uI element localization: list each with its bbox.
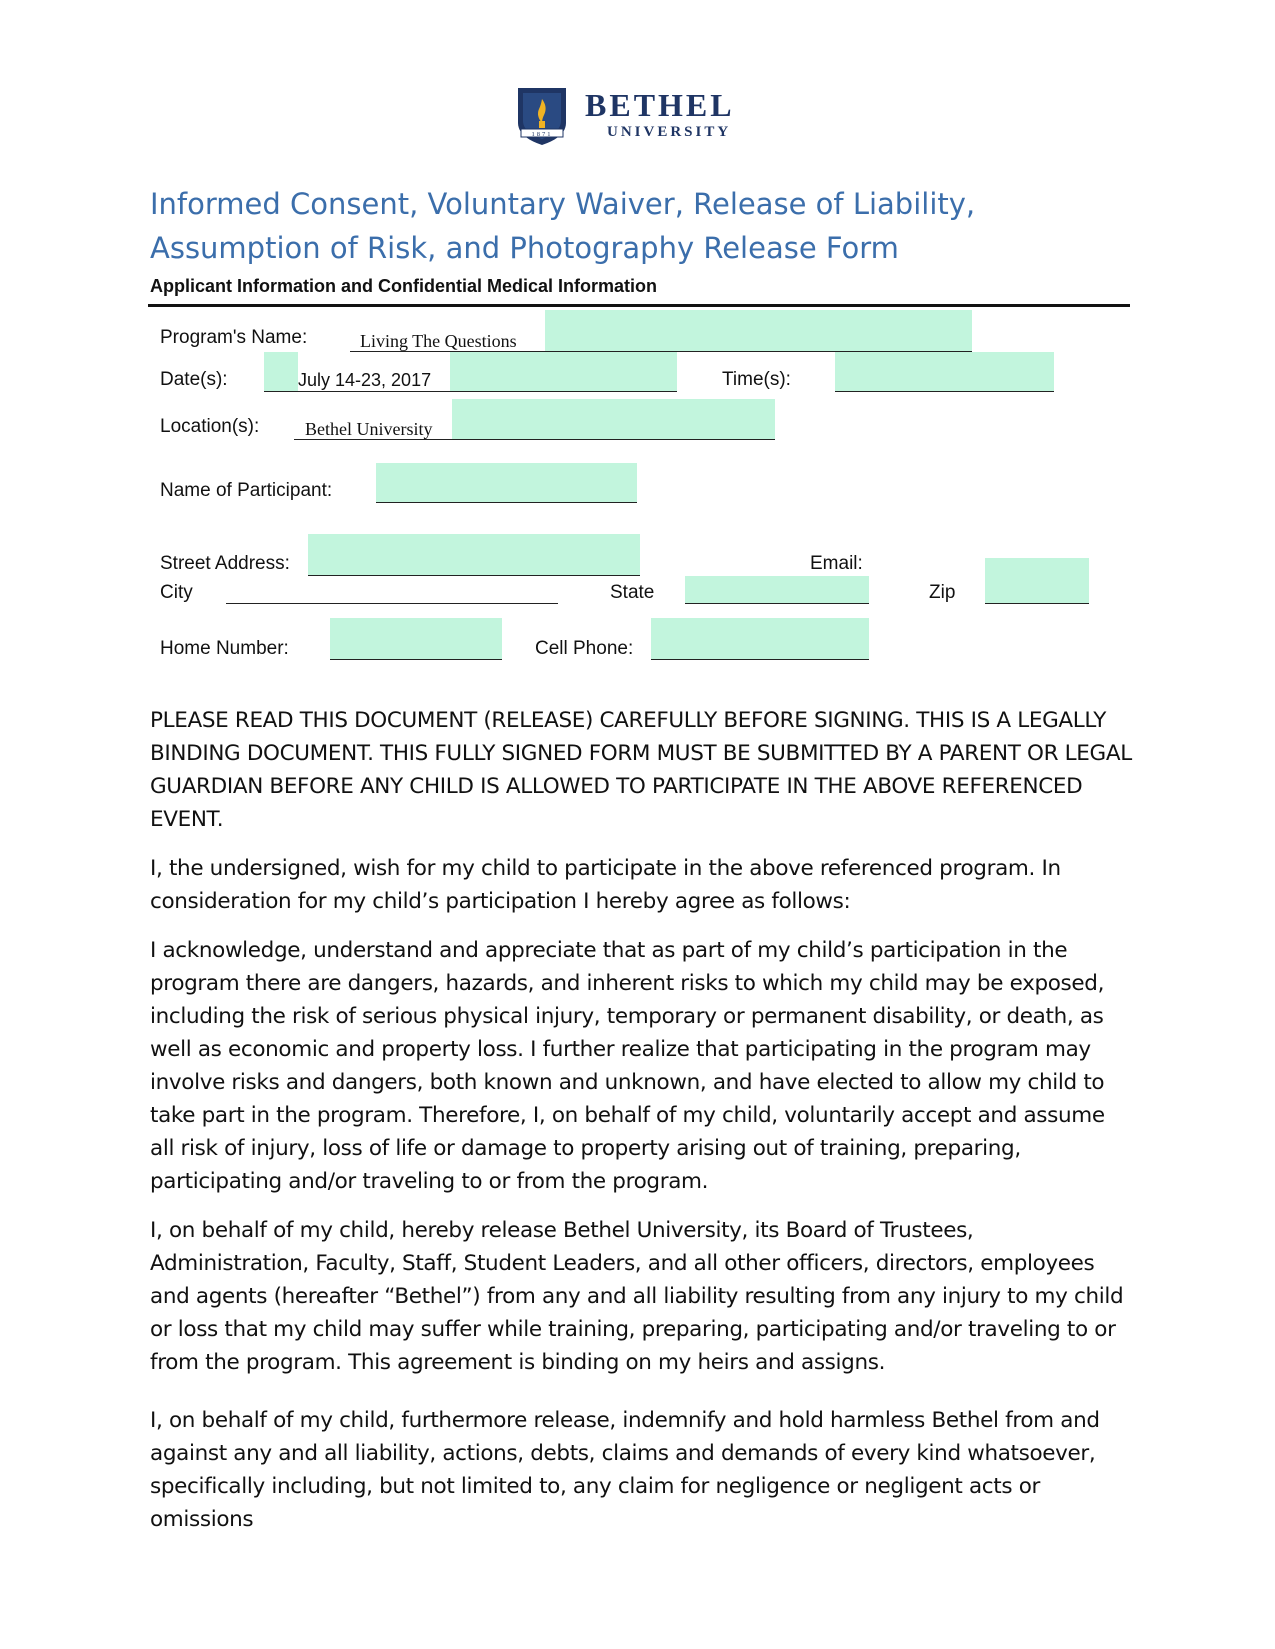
time-label: Time(s): [722, 369, 791, 390]
state-field[interactable] [685, 576, 869, 604]
city-label: City [160, 582, 193, 603]
logo-name: BETHEL [585, 87, 735, 123]
street-field[interactable] [308, 534, 640, 576]
paragraph-indemnify: I, on behalf of my child, furthermore release, indemnify and hold harmless Bethel from and against any and all liability, actions, debts, claims and demands of every kind whatsoever, specifically including, but not limited to, any claim for negligence or negligent acts or omissions [150, 1408, 1100, 1532]
state-underline [685, 603, 869, 604]
program-name-value: Living The Questions [360, 331, 517, 351]
paragraph-risks: I acknowledge, understand and appreciate that as part of my child’s participation in the program there are dangers, hazards, and inherent risks to which my child may be exposed, including the risk of serious physical injury, temporary or permanent disability, or death, as well as economic and property loss. I further realize that participating in the program may involve risks and dangers, both known and unknown, and have elected to allow my child to take part in the program. Therefore, I, on behalf of my child, voluntarily accept and assume all risk of injury, loss of life or damage to property arising out of training, preparing, participating and/or traveling to or from the program. [150, 938, 1105, 1194]
cell-phone-field[interactable] [651, 618, 869, 660]
program-name-field[interactable] [545, 310, 972, 352]
participant-underline [376, 502, 637, 503]
street-underline [308, 575, 640, 576]
bethel-logo [515, 85, 760, 147]
street-label: Street Address: [160, 553, 290, 574]
page-title: Informed Consent, Voluntary Waiver, Release of Liability, Assumption of Risk, and Photography Release Form [150, 187, 976, 265]
dates-field-start[interactable] [264, 352, 298, 392]
location-field[interactable] [452, 399, 775, 440]
logo-sub: UNIVERSITY [607, 124, 732, 140]
shield-icon [515, 85, 569, 147]
dates-value: July 14-23, 2017 [298, 370, 432, 390]
city-underline [226, 603, 558, 604]
legal-notice: PLEASE READ THIS DOCUMENT (RELEASE) CAREFULLY BEFORE SIGNING. THIS IS A LEGALLY BINDING DOCUMENT. THIS FULLY SIGNED FORM MUST BE SUBMITTED BY A PARENT OR LEGAL GUARDIAN BEFORE ANY CHILD IS ALLOWED TO PARTICIPATE IN THE ABOVE REFERENCED EVENT. [150, 708, 1132, 832]
dates-underline [264, 391, 677, 392]
zip-field[interactable] [985, 558, 1089, 604]
participant-label: Name of Participant: [160, 480, 333, 501]
logo-wordmark [585, 87, 735, 141]
zip-label: Zip [929, 582, 956, 603]
home-number-label: Home Number: [160, 638, 289, 659]
email-label: Email: [810, 553, 863, 574]
dates-field[interactable] [450, 352, 677, 392]
zip-underline [985, 603, 1089, 604]
location-label: Location(s): [160, 416, 260, 437]
paragraph-agreement: I, the undersigned, wish for my child to participate in the above referenced program. In consideration for my child’s participation I hereby agree as follows: [150, 856, 1061, 914]
dates-label: Date(s): [160, 369, 228, 390]
svg-text:1871: 1871 [531, 131, 553, 138]
paragraph-release: I, on behalf of my child, hereby release Bethel University, its Board of Trustees, Administration, Faculty, Staff, Student Leaders, and all other officers, directors, employees and agents (hereafter “Bethel”) from any and all liability resulting from any injury to my child or loss that my child may suffer while training, preparing, participating and/or traveling to or from the program. This agreement is binding on my heirs and assigns. [150, 1218, 1124, 1375]
section-subtitle: Applicant Information and Confidential Medical Information [150, 276, 658, 296]
cell-phone-label: Cell Phone: [535, 638, 634, 659]
location-value: Bethel University [305, 419, 433, 439]
home-number-underline [330, 659, 502, 660]
participant-field[interactable] [376, 463, 637, 503]
home-number-field[interactable] [330, 618, 502, 660]
time-field[interactable] [835, 352, 1054, 392]
cell-phone-underline [651, 659, 869, 660]
state-label: State [610, 582, 655, 603]
time-underline [835, 391, 1054, 392]
program-name-label: Program's Name: [160, 327, 308, 348]
divider [148, 304, 1130, 307]
